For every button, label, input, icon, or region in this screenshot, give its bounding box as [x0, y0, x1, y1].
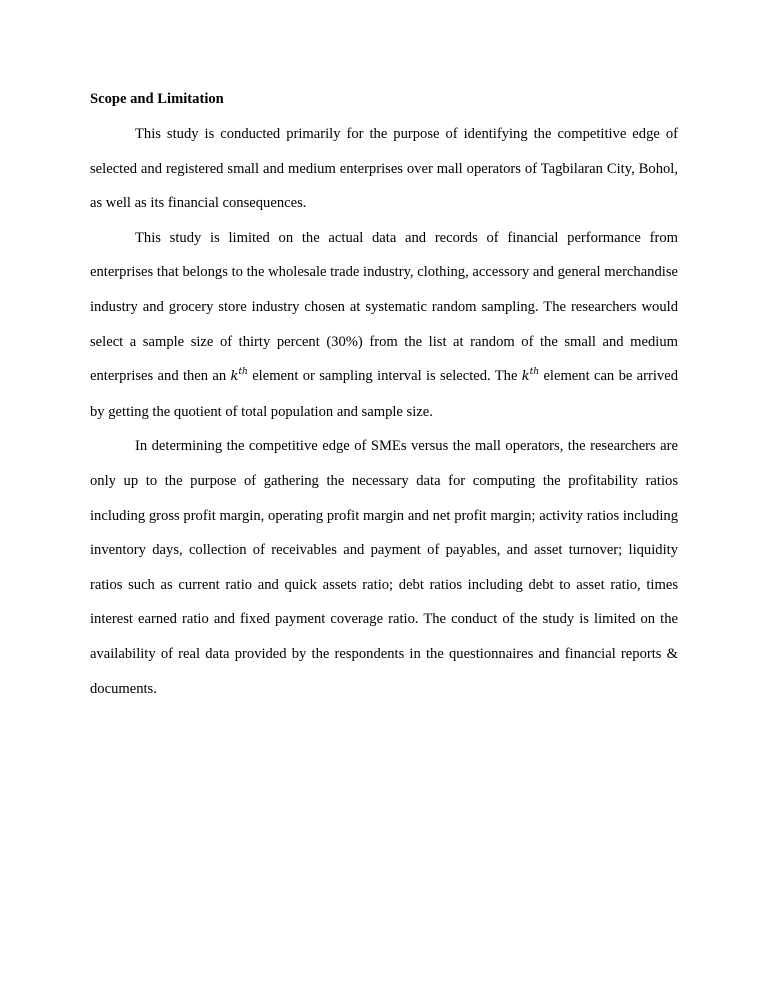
kth-symbol: [522, 369, 539, 384]
section-heading: Scope and Limitation: [90, 91, 224, 107]
paragraph-limitation: In determining the competitive edge of SMEs versus the mall operators, the researchers are only up to the purpose of gathering the necessary data for computing the profitability ratios including gross profit margin, operating profit margin and net profit margin; activity ratios including inventory days, collection of receivables and payment of payables, and asset turnover; liquidity ratios such as current ratio and quick assets ratio; debt ratios including debt to asset ratio, times interest earned ratio and fixed payment coverage ratio. The conduct of the study is limited on the availability of real data provided by the respondents in the questionnaires and financial reports & documents.: [90, 438, 678, 697]
kth-base: k: [521, 369, 530, 385]
paragraph-scope-text-3: element can be arrived by getting the quotient of total population and sample size.: [90, 368, 678, 420]
paragraph-purpose: This study is conducted primarily for the purpose of identifying the competitive edge of selected and registered small and medium enterprises over mall operators of Tagbilaran City, Bohol, as well as its financial consequences.: [90, 126, 678, 212]
kth-symbol: [231, 369, 248, 384]
paragraph-scope-text-2: element or sampling interval is selected. The: [247, 368, 522, 385]
paragraph-scope-text-1: This study is limited on the actual data and records of financial performance from enterprises that belongs to the wholesale trade industry, clothing, accessory and general merchandise industry and grocery store industry chosen at systematic random sampling. The researchers would select a sample size of thirty percent (30%) from the list at random of the small and medium enterprises and then an: [90, 229, 678, 385]
paragraph-scope: [90, 221, 678, 430]
document-body: [90, 88, 678, 706]
kth-superscript: th: [529, 367, 540, 378]
kth-base: k: [230, 369, 239, 385]
kth-superscript: th: [238, 367, 248, 378]
